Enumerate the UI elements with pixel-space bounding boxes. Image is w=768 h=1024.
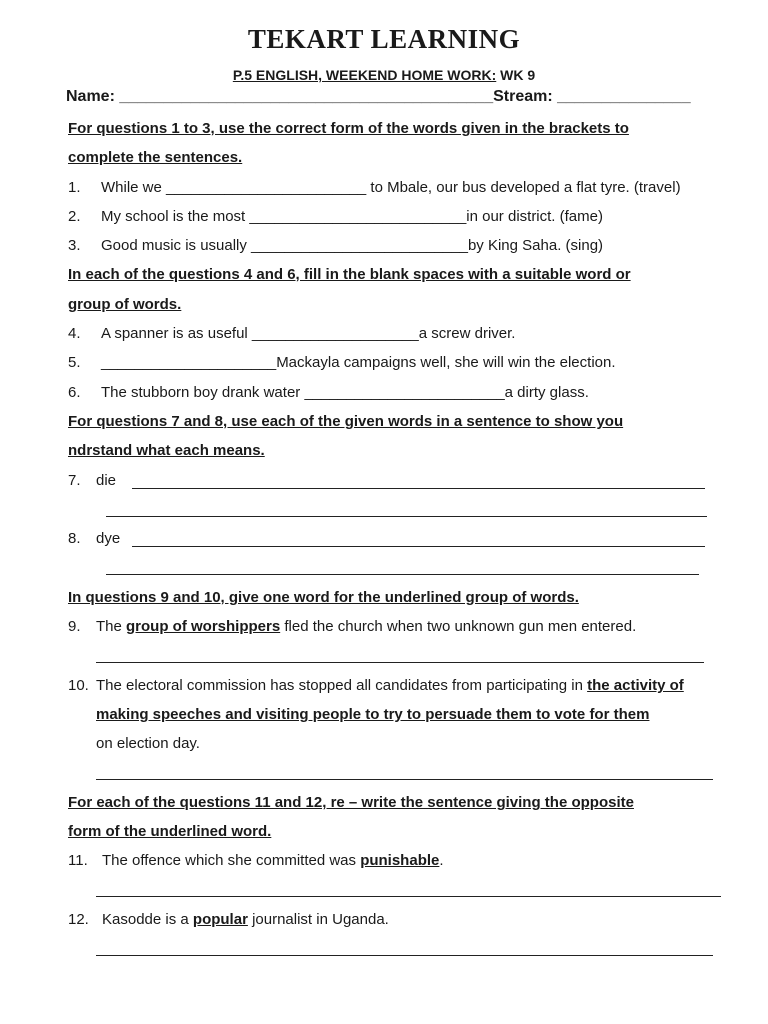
q10-text-line1 (96, 677, 684, 694)
q5-number: 5. (68, 354, 81, 371)
instruction-s1-line1: For questions 1 to 3, use the correct form of the words given in the brackets to (68, 120, 629, 137)
q2-text: My school is the most __________________________in our district. (fame) (101, 208, 603, 225)
q7-answer-line-2 (106, 516, 707, 517)
q12-underlined: popular (192, 911, 248, 928)
q10-text-line2 (96, 706, 649, 723)
q10-pre: The electoral commission has stopped all candidates from participating in (96, 677, 588, 694)
q10-number: 10. (68, 677, 89, 694)
instruction-s2-line1: In each of the questions 4 and 6, fill in the blank spaces with a suitable word or (68, 266, 631, 283)
instruction-s3-line1: For questions 7 and 8, use each of the given words in a sentence to show you (68, 413, 624, 430)
q7-number: 7. (68, 472, 81, 489)
q5-text: _____________________Mackayla campaigns well, she will win the election. (101, 354, 616, 371)
subtitle-underlined: P.5 ENGLISH, WEEKEND HOME WORK: (232, 67, 497, 83)
instruction-s5-line1: For each of the questions 11 and 12, re – write the sentence giving the opposite (68, 794, 634, 811)
subtitle-week: WK 9 (496, 67, 536, 83)
q8-number: 8. (68, 530, 81, 547)
q12-pre: Kasodde is a (102, 911, 193, 928)
q3-number: 3. (68, 237, 81, 254)
page-title: TEKART LEARNING (247, 24, 521, 54)
q2-number: 2. (68, 208, 81, 225)
q3-text: Good music is usually __________________________by King Saha. (sing) (101, 237, 604, 254)
q11-pre: The offence which she committed was (102, 852, 361, 869)
q9-underlined: group of worshippers (126, 618, 281, 635)
q4-text: A spanner is as useful ____________________a screw driver. (101, 325, 516, 342)
q8-answer-line-1 (132, 546, 705, 547)
q6-number: 6. (68, 384, 81, 401)
q10-underlined-a: the activity of (587, 677, 684, 694)
q6-text: The stubborn boy drank water ________________________a dirty glass. (101, 384, 589, 401)
q9-number: 9. (68, 618, 81, 635)
q4-number: 4. (68, 325, 81, 342)
instruction-s5-line2: form of the underlined word. (68, 823, 272, 840)
q11-answer-line (96, 896, 721, 897)
q12-answer-line (96, 955, 713, 956)
q7-answer-line-1 (132, 488, 705, 489)
q12-text (102, 911, 389, 928)
q12-number: 12. (68, 911, 89, 928)
instruction-s4-line1: In questions 9 and 10, give one word for the underlined group of words. (68, 589, 579, 606)
instruction-s3-line2: ndrstand what each means. (68, 442, 265, 459)
q11-text (102, 852, 444, 869)
instruction-s2-line2: group of words. (68, 296, 182, 313)
q7-word: die (96, 472, 117, 489)
q12-post: journalist in Uganda. (247, 911, 389, 928)
name-stream-line: Name: __________________________________________Stream: _______________ (66, 88, 691, 105)
q9-answer-line (96, 662, 704, 663)
q10-text-line3: on election day. (96, 735, 200, 752)
q9-post: fled the church when two unknown gun men entered. (280, 618, 637, 635)
q11-number: 11. (68, 852, 88, 869)
q11-post: . (439, 852, 444, 869)
q9-text (96, 618, 636, 635)
q8-word: dye (96, 530, 121, 547)
q11-underlined: punishable (360, 852, 440, 869)
page-subtitle (0, 67, 768, 83)
q10-answer-line (96, 779, 713, 780)
q1-number: 1. (68, 179, 81, 196)
instruction-s1-line2: complete the sentences. (68, 149, 243, 166)
q10-underlined-b: making speeches and visiting people to try to persuade them to vote for them (96, 706, 650, 723)
q9-pre: The (96, 618, 127, 635)
q8-answer-line-2 (106, 574, 699, 575)
q1-text: While we ________________________ to Mbale, our bus developed a flat tyre. (travel) (101, 179, 681, 196)
